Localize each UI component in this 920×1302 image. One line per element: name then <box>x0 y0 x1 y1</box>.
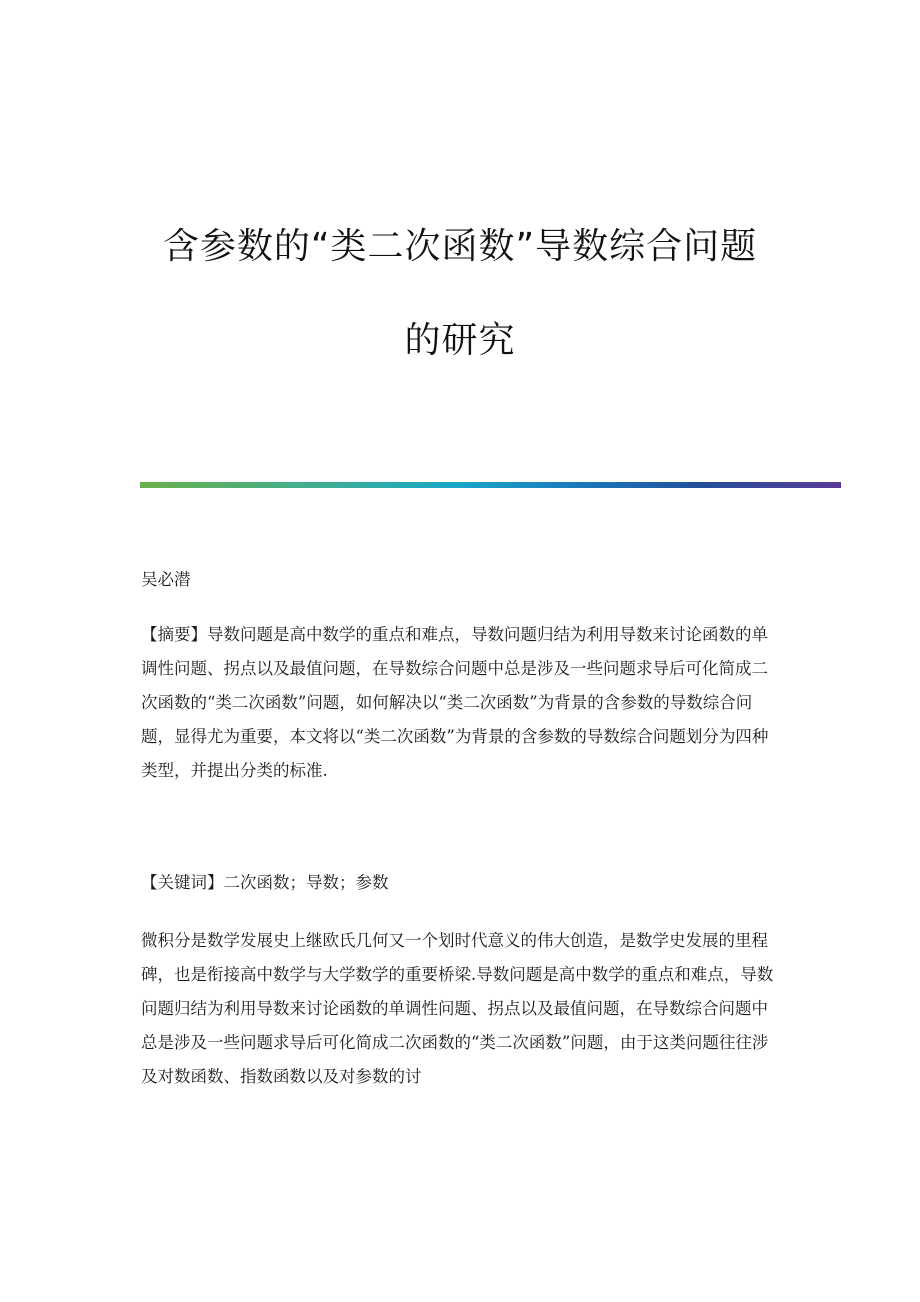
abstract-text: 导数问题是高中数学的重点和难点，导数问题归结为利用导数来讨论函数的单调性问题、拐点以及最值问题，在导数综合问题中总是涉及一些问题求导后可化简成二次函数的“类二次函数”问题，如何解决以“类二次函数”为背景的含参数的导数综合问题，显得尤为重要，本文将以“类二次函数”为背景的含参数的导数综合问题划分为四种类型，并提出分类的标准. <box>141 625 769 780</box>
body-section <box>141 924 781 1094</box>
abstract-paragraph <box>141 618 781 788</box>
keywords-text: 二次函数；导数；参数 <box>223 873 389 892</box>
author-name: 吴必潜 <box>141 570 191 589</box>
document-title-line-2: 的研究 <box>404 320 516 361</box>
keywords-section <box>141 866 781 900</box>
document-title-line-1: 含参数的“类二次函数”导数综合问题 <box>162 226 758 267</box>
body-paragraph: 微积分是数学发展史上继欧氏几何又一个划时代意义的伟大创造，是数学史发展的里程碑，也是衔接高中数学与大学数学的重要桥梁.导数问题是高中数学的重点和难点，导数问题归结为利用导数来讨论函数的单调性问题、拐点以及最值问题，在导数综合问题中总是涉及一些问题求导后可化简成二次函数的“类二次函数”问题，由于这类问题往往涉及对数函数、指数函数以及对参数的讨 <box>141 931 774 1086</box>
title-divider-rule <box>140 482 841 488</box>
abstract-section <box>141 618 781 788</box>
abstract-label: 【摘要】 <box>141 625 207 644</box>
keywords-paragraph <box>141 866 781 900</box>
keywords-label: 【关键词】 <box>141 873 224 892</box>
